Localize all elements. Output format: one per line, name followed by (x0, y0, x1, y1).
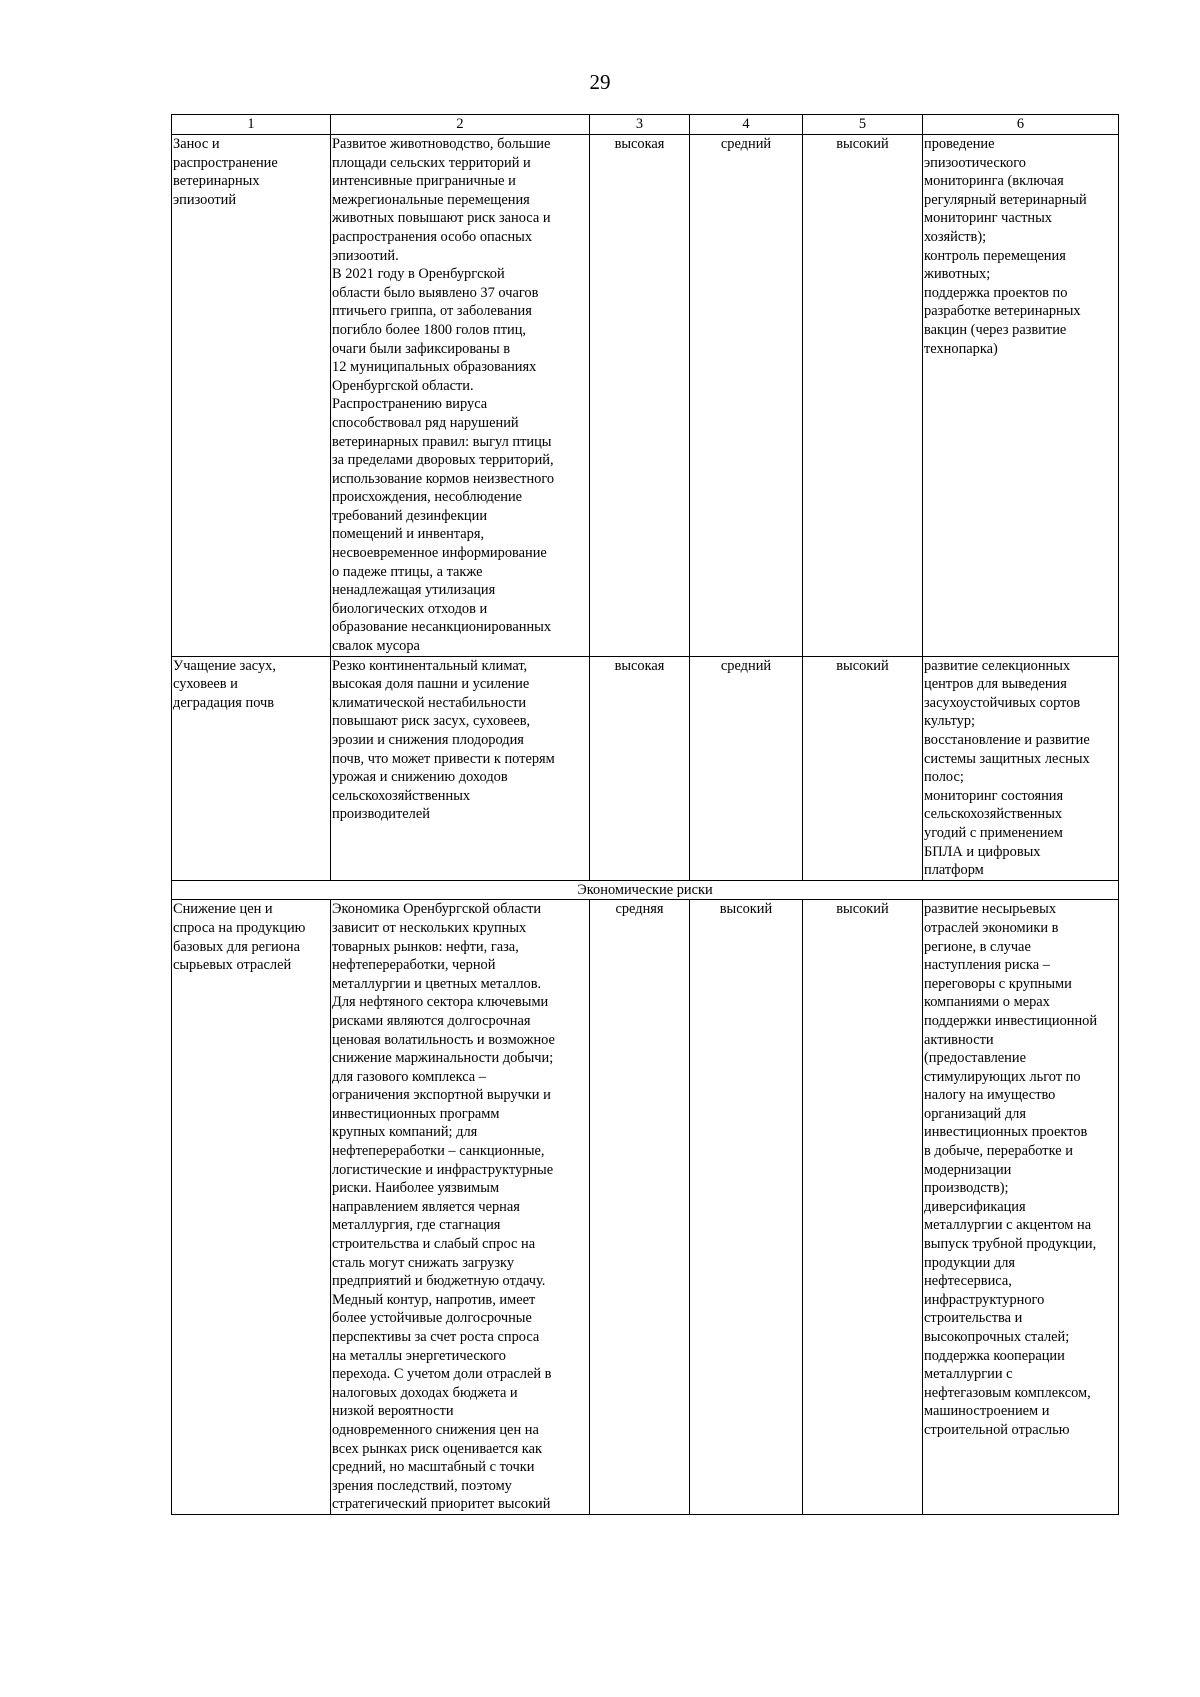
text-line: на металлы энергетического (332, 1347, 506, 1364)
text-line: крупных компаний; для (332, 1124, 478, 1141)
text-line: птичьего гриппа, от заболевания (332, 303, 532, 320)
impact: высокий (690, 900, 803, 1515)
table-row (172, 656, 1119, 880)
text-line: деградация почв (173, 694, 275, 711)
risk-measures (923, 656, 1119, 880)
text-line: (предоставление (924, 1050, 1026, 1067)
text-line: повышают риск засух, суховеев, (332, 713, 531, 730)
text-line: Снижение цен и (173, 901, 273, 918)
text-line: высокопрочных сталей; (924, 1329, 1070, 1345)
text-line: эрозии и снижения плодородия (332, 732, 524, 748)
text-line: развитие несырьевых (924, 901, 1057, 918)
text-line: использование кормов неизвестного (332, 470, 555, 487)
text-line: ветеринарных (173, 173, 260, 190)
probability: средняя (590, 900, 690, 1515)
text-line: животных повышают риск заноса и (332, 210, 551, 227)
text-line: урожая и снижению доходов (332, 769, 508, 786)
impact: средний (690, 656, 803, 880)
text-line: Учащение засух, (173, 657, 276, 674)
text-line: В 2021 году в Оренбургской (332, 266, 505, 283)
text-line: площади сельских территорий и (332, 154, 531, 171)
text-line: системы защитных лесных (924, 750, 1090, 767)
text-line: спроса на продукцию (173, 919, 306, 936)
text-line: продукции для (924, 1254, 1016, 1271)
text-line: сельскохозяйственных (924, 806, 1063, 823)
text-line: 12 муниципальных образованиях (332, 359, 537, 376)
table-row (172, 900, 1119, 1515)
text-line: восстановление и развитие (924, 732, 1090, 748)
risk-name (172, 900, 331, 1515)
text-line: ценовая волатильность и возможное (332, 1031, 555, 1048)
text-line: угодий с применением (924, 824, 1063, 841)
text-line: сталь могут снижать загрузку (332, 1254, 515, 1271)
text-line: ненадлежащая утилизация (332, 582, 496, 599)
text-line: строительства и слабый спрос на (332, 1236, 536, 1253)
probability: высокая (590, 656, 690, 880)
text-line: полос; (924, 769, 964, 786)
text-line: несвоевременное информирование (332, 545, 547, 562)
text-line: средний, но масштабный с точки (332, 1459, 535, 1476)
risk-description (331, 900, 590, 1515)
text-line: проведение (924, 136, 995, 152)
text-line: области было выявлено 37 очагов (332, 284, 539, 301)
text-line: за пределами дворовых территорий, (332, 452, 554, 469)
text-line: разработке ветеринарных (924, 303, 1081, 320)
table-header-row (172, 115, 1119, 135)
column-header: 1 (172, 115, 331, 135)
risk-description (331, 135, 590, 657)
text-line: компаниями о мерах (924, 994, 1050, 1011)
text-line: предприятий и бюджетную отдачу. (332, 1273, 546, 1290)
priority: высокий (803, 135, 923, 657)
risk-measures (923, 900, 1119, 1515)
text-line: налогу на имущество (924, 1087, 1056, 1104)
text-line: Занос и (173, 136, 220, 152)
text-line: диверсификация (924, 1198, 1026, 1215)
text-line: развитие селекционных (924, 657, 1071, 674)
text-line: климатической нестабильности (332, 694, 527, 711)
text-line: организаций для (924, 1105, 1026, 1122)
text-line: контроль перемещения (924, 247, 1066, 264)
text-line: металлургии с акцентом на (924, 1217, 1092, 1234)
risk-name (172, 656, 331, 880)
column-header: 2 (331, 115, 590, 135)
text-line: образование несанкционированных (332, 619, 552, 636)
text-line: перспективы за счет роста спроса (332, 1329, 540, 1345)
priority: высокий (803, 656, 923, 880)
text-line: мониторинга (включая (924, 173, 1064, 190)
text-line: металлургия, где стагнация (332, 1217, 501, 1234)
text-line: поддержки инвестиционной (924, 1012, 1098, 1029)
text-line: Экономика Оренбургской области (332, 901, 542, 918)
text-line: почв, что может привести к потерям (332, 750, 555, 767)
text-line: инвестиционных проектов (924, 1124, 1088, 1141)
risk-name (172, 135, 331, 657)
text-line: машиностроением и (924, 1403, 1050, 1420)
text-line: зависит от нескольких крупных (332, 919, 527, 936)
text-line: поддержка кооперации (924, 1347, 1065, 1364)
text-line: зрения последствий, поэтому (332, 1477, 512, 1494)
text-line: ограничения экспортной выручки и (332, 1087, 551, 1104)
text-line: засухоустойчивых сортов (924, 694, 1081, 711)
text-line: высокая доля пашни и усиление (332, 676, 530, 693)
text-line: наступления риска – (924, 957, 1050, 974)
text-line: нефтепереработки – санкционные, (332, 1143, 545, 1160)
text-line: стимулирующих льгот по (924, 1068, 1081, 1085)
text-line: Для нефтяного сектора ключевыми (332, 994, 549, 1011)
text-line: направлением является черная (332, 1198, 520, 1215)
text-line: стратегический приоритет высокий (332, 1496, 551, 1513)
text-line: Резко континентальный климат, (332, 657, 528, 674)
text-line: платформ (924, 862, 984, 879)
text-line: интенсивные приграничные и (332, 173, 516, 190)
text-line: Распространению вируса (332, 396, 488, 413)
text-line: регулярный ветеринарный (924, 191, 1087, 208)
text-line: хозяйств); (924, 228, 987, 245)
column-header: 5 (803, 115, 923, 135)
text-line: инфраструктурного (924, 1291, 1045, 1308)
text-line: вакцин (через развитие (924, 321, 1067, 338)
text-line: базовых для региона (173, 938, 300, 955)
text-line: производств); (924, 1180, 1009, 1197)
text-line: Развитое животноводство, большие (332, 136, 551, 152)
text-line: металлургии с (924, 1366, 1013, 1383)
text-line: суховеев и (173, 676, 238, 693)
text-line: происхождения, несоблюдение (332, 489, 523, 506)
text-line: более устойчивые долгосрочные (332, 1310, 532, 1327)
text-line: строительной отраслью (924, 1421, 1070, 1438)
text-line: сырьевых отраслей (173, 957, 292, 974)
text-line: логистические и инфраструктурные (332, 1161, 554, 1178)
text-line: переговоры с крупными (924, 975, 1072, 992)
text-line: строительства и (924, 1310, 1023, 1327)
text-line: способствовал ряд нарушений (332, 414, 519, 431)
text-line: БПЛА и цифровых (924, 843, 1041, 860)
text-line: межрегиональные перемещения (332, 191, 530, 208)
text-line: эпизоотического (924, 154, 1026, 171)
text-line: всех рынках риск оценивается как (332, 1440, 542, 1457)
column-header: 6 (923, 115, 1119, 135)
text-line: распространения особо опасных (332, 228, 533, 245)
text-line: требований дезинфекции (332, 507, 488, 524)
text-line: риски. Наиболее уязвимым (332, 1180, 500, 1197)
text-line: производителей (332, 806, 430, 823)
text-line: налоговых доходах бюджета и (332, 1384, 518, 1401)
text-line: сельскохозяйственных (332, 787, 471, 804)
text-line: очаги были зафиксированы в (332, 340, 511, 357)
priority: высокий (803, 900, 923, 1515)
text-line: активности (924, 1031, 994, 1048)
table-row (172, 135, 1119, 657)
text-line: товарных рынков: нефти, газа, (332, 938, 519, 955)
text-line: модернизации (924, 1161, 1012, 1178)
impact: средний (690, 135, 803, 657)
text-line: мониторинг частных (924, 210, 1052, 227)
text-line: нефтесервиса, (924, 1273, 1012, 1290)
text-line: нефтепереработки, черной (332, 957, 496, 974)
text-line: снижение маржинальности добычи; (332, 1050, 554, 1067)
column-header: 3 (590, 115, 690, 135)
text-line: о падеже птицы, а также (332, 563, 483, 580)
text-line: ветеринарных правил: выгул птицы (332, 433, 552, 450)
section-title: Экономические риски (172, 880, 1119, 900)
risk-table (171, 114, 1119, 1515)
text-line: Медный контур, напротив, имеет (332, 1291, 536, 1308)
text-line: выпуск трубной продукции, (924, 1236, 1097, 1253)
text-line: погибло более 1800 голов птиц, (332, 321, 527, 338)
text-line: инвестиционных программ (332, 1105, 500, 1122)
text-line: технопарка) (924, 340, 998, 357)
text-line: для газового комплекса – (332, 1068, 486, 1085)
text-line: отраслей экономики в (924, 919, 1059, 936)
text-line: биологических отходов и (332, 600, 488, 617)
probability: высокая (590, 135, 690, 657)
risk-description (331, 656, 590, 880)
text-line: распространение (173, 154, 278, 171)
text-line: перехода. С учетом доли отраслей в (332, 1366, 552, 1383)
text-line: культур; (924, 713, 976, 730)
text-line: одновременного снижения цен на (332, 1421, 539, 1438)
column-header: 4 (690, 115, 803, 135)
text-line: Оренбургской области. (332, 377, 474, 394)
text-line: металлургии и цветных металлов. (332, 975, 542, 992)
text-line: свалок мусора (332, 638, 420, 655)
text-line: в добыче, переработке и (924, 1143, 1073, 1160)
text-line: низкой вероятности (332, 1403, 454, 1420)
text-line: эпизоотий (173, 191, 237, 208)
section-row (172, 880, 1119, 900)
text-line: поддержка проектов по (924, 284, 1068, 301)
page-number: 29 (589, 70, 611, 94)
text-line: центров для выведения (924, 676, 1067, 693)
text-line: эпизоотий. (332, 247, 399, 264)
text-line: животных; (924, 266, 991, 283)
text-line: регионе, в случае (924, 938, 1031, 955)
text-line: нефтегазовым комплексом, (924, 1384, 1091, 1401)
risk-measures (923, 135, 1119, 657)
text-line: мониторинг состояния (924, 787, 1064, 804)
text-line: помещений и инвентаря, (332, 526, 485, 543)
text-line: рисками являются долгосрочная (332, 1012, 531, 1029)
